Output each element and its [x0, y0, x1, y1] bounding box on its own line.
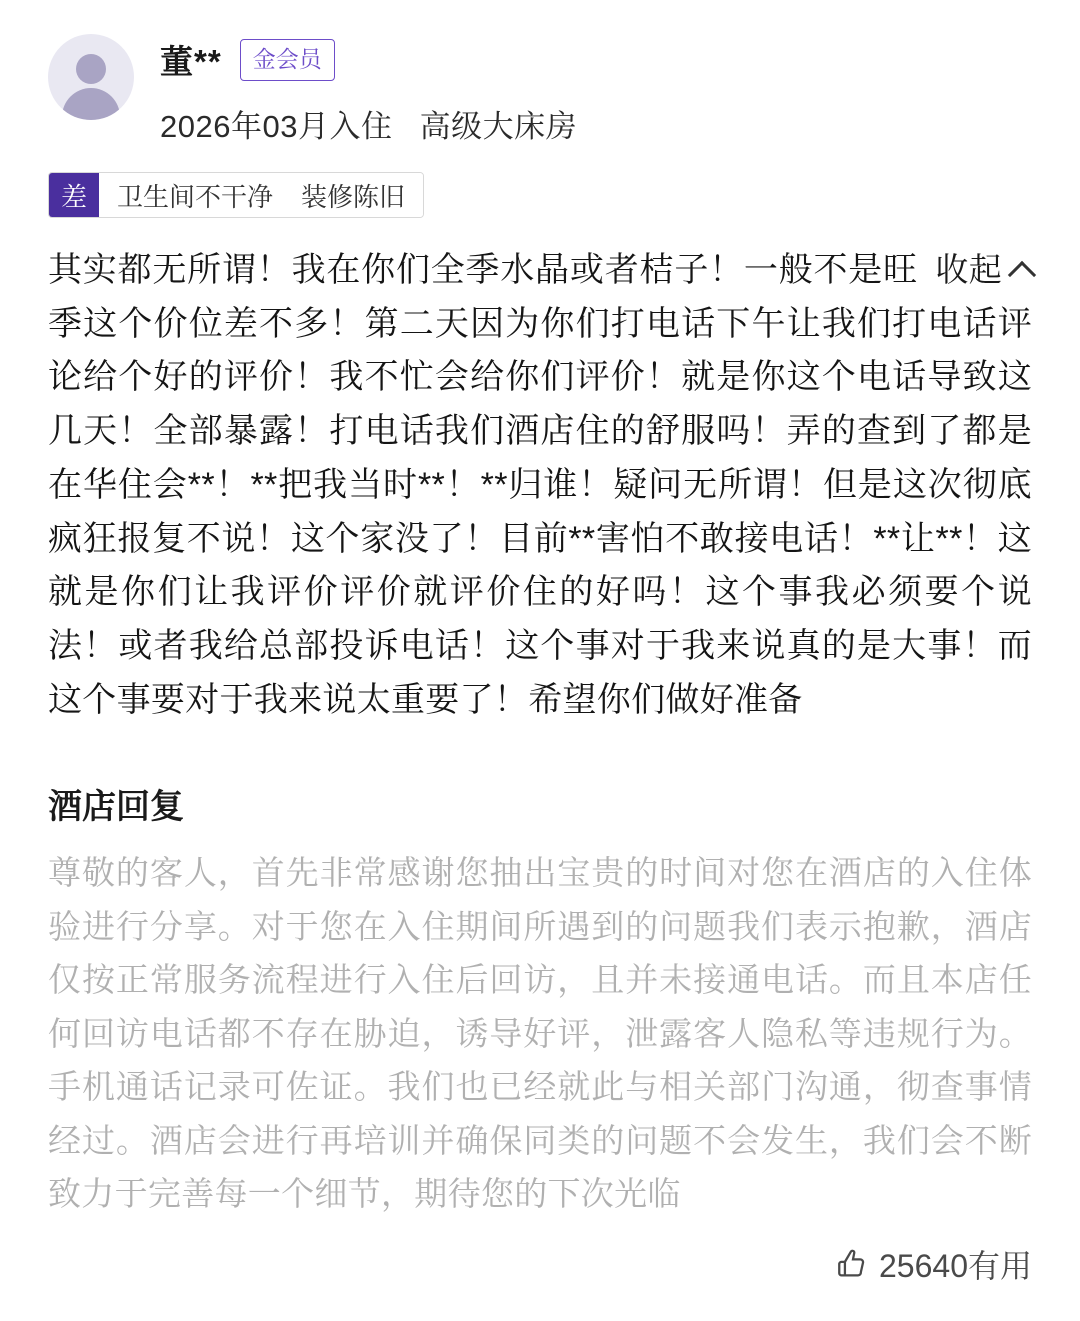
hotel-reply-text: 尊敬的客人，首先非常感谢您抽出宝贵的时间对您在酒店的入住体验进行分享。对于您在入住期间所遇到的问题我们表示抱歉，酒店仅按正常服务流程进行入住后回访，且并未接通电话。而且本店任何回访电话都不存在胁迫，诱导好评，泄露客人隐私等违规行为。手机通话记录可佐证。我们也已经就此与相关部门沟通，彻查事情经过。酒店会进行再培训并确保同类的问题不会发生，我们会不断致力于完善每一个细节，期待您的下次光临	[48, 854, 1032, 1213]
hotel-reply-title: 酒店回复	[48, 788, 184, 827]
useful-button[interactable]	[835, 1241, 1032, 1287]
avatar[interactable]	[48, 34, 134, 120]
chevron-up-icon	[1008, 261, 1036, 289]
stay-date: 2026年03月入住	[160, 109, 393, 144]
stay-info	[160, 101, 1032, 146]
room-type: 高级大床房	[419, 109, 578, 144]
thumbs-up-icon	[835, 1247, 869, 1281]
tag-item: 装修陈旧	[301, 181, 406, 212]
review-content-text: 其实都无所谓！我在你们全季水晶或者桔子！一般不是旺季这个价位差不多！第二天因为你们打电话下午让我们打电话评论给个好的评价！我不忙会给你们评价！就是你这个电话导致这几天！全部暴露！打电话我们酒店住的舒服吗！弄的查到了都是在华住会**！**把我当时**！**归谁！疑问无所谓！但是这次彻底疯狂报复不说！这个家没了！目前**害怕不敢接电话！**让**！这就是你们让我评价评价就评价住的好吗！这个事我必须要个说法！或者我给总部投诉电话！这个事对于我来说真的是大事！而这个事要对于我来说太重要了！希望你们做好准备	[48, 251, 1032, 719]
collapse-button[interactable]	[935, 244, 1032, 296]
member-badge: 金会员	[240, 39, 335, 81]
rating-tag-row	[48, 172, 424, 218]
review-content-block	[48, 244, 1032, 727]
rating-badge: 差	[49, 173, 99, 217]
name-line	[160, 36, 1032, 83]
header-main	[160, 34, 1032, 146]
avatar-head-shape	[76, 54, 106, 84]
user-name: 董**	[160, 43, 222, 80]
review-header	[48, 34, 1032, 146]
useful-count-label: 25640有用	[879, 1248, 1032, 1284]
collapse-label: 收起	[935, 251, 1002, 288]
tag-item: 卫生间不干净	[117, 181, 274, 212]
tag-list	[99, 173, 423, 217]
avatar-body-shape	[62, 88, 120, 120]
